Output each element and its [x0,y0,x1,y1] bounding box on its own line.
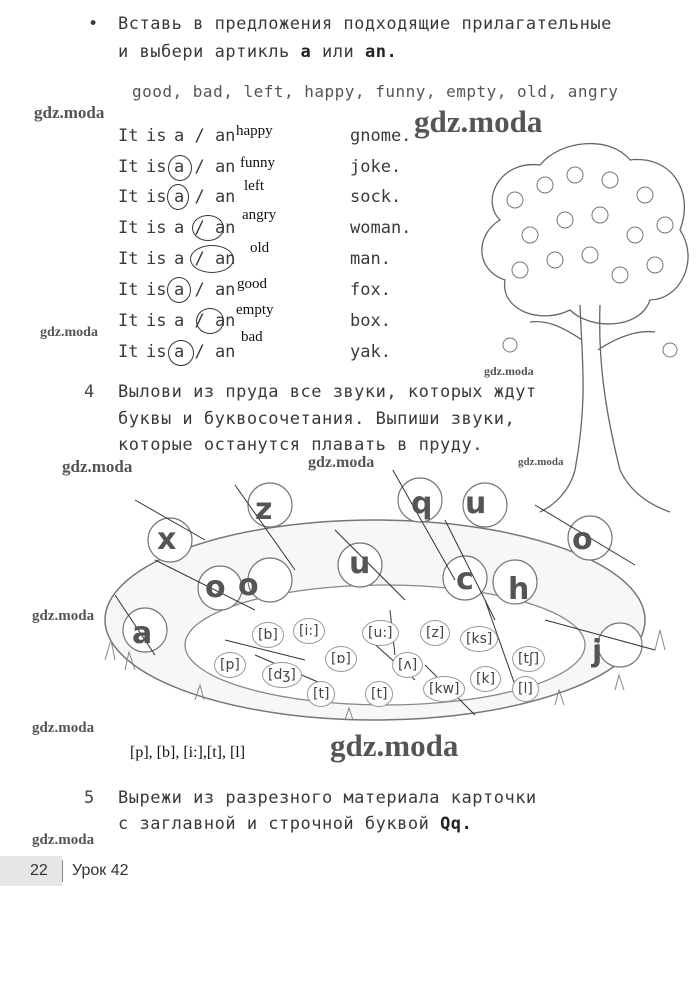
task5-number: 5 [84,788,95,808]
watermark: gdz.moda [414,104,543,139]
handwritten-adjective: good [237,276,267,292]
handwritten-adjective: left [244,178,264,194]
pond-sound: [b] [252,622,284,648]
watermark: gdz.moda [62,457,133,476]
answer-circle [167,277,191,303]
pond-letter: c [456,562,474,597]
watermark: gdz.moda [518,456,564,468]
sentence-articles: a / an [174,249,236,269]
pond-sound: [ks] [460,626,498,652]
sentence-is: is [146,249,167,269]
task5-line2 [118,814,472,834]
sentence-noun: gnome. [350,126,412,146]
watermark: gdz.moda [34,103,105,122]
word-bank: good, bad, left, happy, funny, empty, old, angry [132,82,619,101]
task4-line2: буквы и буквосочетания. Выпиши звуки, [118,409,516,429]
watermark: gdz.moda [40,325,98,340]
handwritten-adjective: old [250,240,270,256]
article-a: a [300,42,312,62]
task4-number: 4 [84,382,95,402]
pond-letter: u [349,546,371,581]
pond-letter: q [411,486,433,521]
task5-line2-prefix: с заглавной и строчной буквой [118,814,430,834]
sentence-articles: a / an [174,126,236,146]
answer-circle [168,340,194,366]
pond-sound: [i:] [293,618,325,644]
sentence-articles: a / an [174,342,236,362]
sentence-is: is [146,311,167,331]
sentence-it: It [118,126,139,146]
answer-circle [196,308,224,334]
sentence-it: It [118,342,139,362]
answer-circle [190,245,234,273]
pond-letter: o [238,568,259,603]
pond-illustration [95,470,695,735]
pond-sound: [ɒ] [325,646,357,672]
pond-sound: [k] [470,666,501,692]
pond-letter: o [205,570,226,605]
pond-letter: o [572,522,593,557]
sentence-articles: a / an [174,311,236,331]
handwritten-adjective: bad [241,329,263,345]
sentence-it: It [118,157,139,177]
pond-sound: [u:] [362,620,399,646]
sentence-is: is [146,218,167,238]
handwritten-adjective: happy [236,123,273,139]
sentence-noun: joke. [350,157,402,177]
footer-divider [62,860,63,882]
pond-sound: [dʒ] [262,662,302,688]
answer-circle [168,155,192,181]
page-number: 22 [30,862,48,879]
sentence-articles: a / an [174,157,236,177]
sentence-noun: man. [350,249,391,269]
sentence-noun: yak. [350,342,391,362]
answer-circle [192,215,224,241]
pond-letter: x [157,522,177,557]
task-instruction-line2-prefix: и выбери артикль [118,42,290,62]
handwritten-adjective: angry [242,207,277,223]
watermark: gdz.moda [330,728,459,763]
pond-letter: u [465,486,487,521]
bullet: • [88,14,99,34]
tree-illustration [470,140,695,520]
sentence-is: is [146,126,167,146]
task4-line3: которые останутся плавать в пруду. [118,435,483,455]
sentence-is: is [146,187,167,207]
sentence-articles: a / an [174,218,236,238]
pond-sound: [ʌ] [392,652,423,678]
pond-letter: z [255,492,273,527]
answer-sounds: [p], [b], [i:],[t], [l] [130,744,246,761]
letter-qq: Qq. [440,814,473,834]
sentence-it: It [118,311,139,331]
watermark: gdz.moda [32,720,95,736]
answer-circle [167,184,189,210]
sentence-articles: a / an [174,187,236,207]
watermark: gdz.moda [484,364,534,378]
sentence-is: is [146,157,167,177]
sentence-it: It [118,280,139,300]
article-an: an. [364,42,398,62]
sentence-is: is [146,280,167,300]
pond-sound: [p] [214,652,246,678]
handwritten-adjective: funny [240,155,275,171]
watermark: gdz.moda [308,454,375,471]
task4-line1: Вылови из пруда все звуки, которых ждут [118,382,537,402]
or-word: или [322,42,355,62]
task5-line1: Вырежи из разрезного материала карточки [118,788,537,808]
pond-letter: a [132,616,153,651]
pond-sound: [z] [420,620,450,646]
watermark: gdz.moda [32,608,95,624]
pond-letter: j [592,634,603,669]
sentence-it: It [118,218,139,238]
pond-letter: h [508,572,530,607]
watermark: gdz.moda [32,832,95,848]
sentence-articles: a / an [174,280,236,300]
sentence-noun: box. [350,311,391,331]
pond-sound: [t] [365,681,393,707]
task-instruction-line1: Вставь в предложения подходящие прилагательные [118,14,612,34]
task-instruction-line2 [118,42,397,62]
sentence-is: is [146,342,167,362]
pond-sound: [t] [307,681,335,707]
pond-sound: [kw] [423,676,465,702]
sentence-it: It [118,187,139,207]
pond-sound: [l] [512,676,539,702]
sentence-noun: sock. [350,187,402,207]
sentence-noun: woman. [350,218,412,238]
pond-sound: [tʃ] [512,646,545,672]
lesson-label: Урок 42 [72,862,129,879]
handwritten-adjective: empty [236,302,274,318]
sentence-it: It [118,249,139,269]
sentence-noun: fox. [350,280,391,300]
